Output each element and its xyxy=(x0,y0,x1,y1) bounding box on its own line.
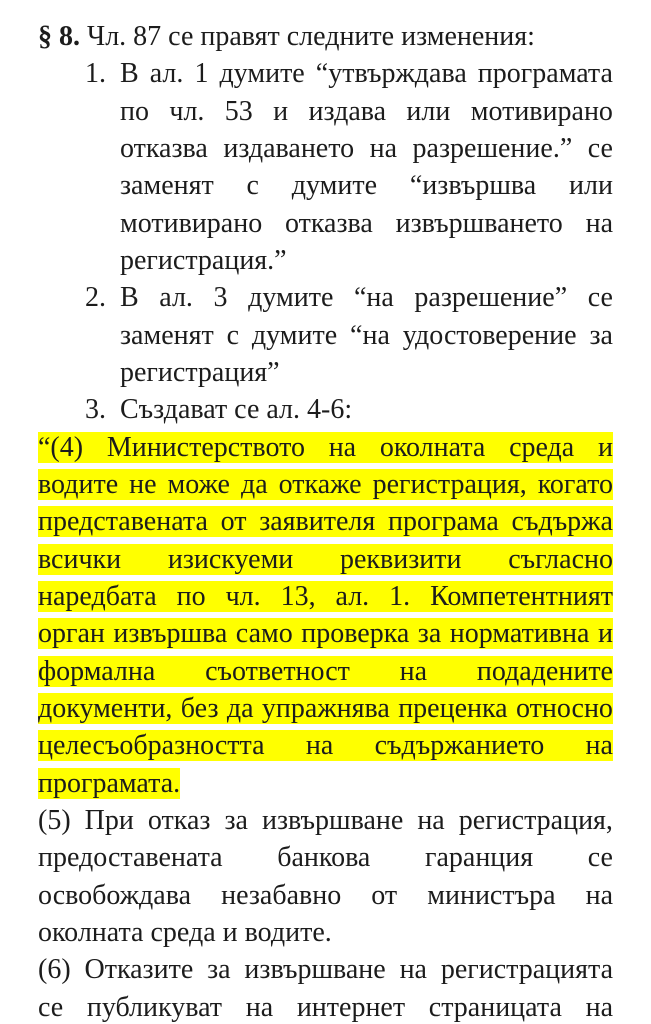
word: отказва xyxy=(284,207,373,239)
amendment-item xyxy=(38,55,613,279)
word: документи, xyxy=(38,692,173,724)
text-line xyxy=(38,615,613,652)
word: министъра xyxy=(427,879,556,911)
word: на xyxy=(399,655,428,687)
text-line xyxy=(38,503,613,540)
word: за xyxy=(224,804,248,836)
word: на xyxy=(585,991,613,1023)
word: програмата xyxy=(477,58,613,90)
amendment-item-number: 2. xyxy=(85,282,106,314)
amendment-item xyxy=(38,391,613,428)
text-line: околната среда и водите. xyxy=(38,916,332,948)
word: когато xyxy=(537,468,613,500)
word: се xyxy=(587,132,613,164)
text-line xyxy=(38,989,613,1024)
word: разрешение.” xyxy=(412,132,573,164)
word: за xyxy=(589,319,613,351)
highlighted-text: програмата. xyxy=(38,767,181,799)
word: преценка xyxy=(398,692,508,724)
text-line xyxy=(38,765,613,802)
word: и xyxy=(273,95,289,127)
text-line xyxy=(38,653,613,690)
paragraph-alinea-5 xyxy=(38,802,613,951)
word: (6) xyxy=(38,954,71,986)
text-line xyxy=(38,802,613,839)
word: Отказите xyxy=(84,954,194,986)
amendment-list xyxy=(38,55,613,428)
word: предоставената xyxy=(38,842,223,874)
text-line xyxy=(38,541,613,578)
word: освобождава xyxy=(38,879,192,911)
word: представената xyxy=(38,506,208,538)
text-line xyxy=(38,466,613,503)
section-heading-text: Чл. 87 се правят следните изменения: xyxy=(87,21,535,52)
word: гаранция xyxy=(424,842,534,874)
word: може xyxy=(167,468,230,500)
word: думите xyxy=(251,319,338,351)
word: с xyxy=(246,170,259,202)
word: на xyxy=(399,954,427,986)
word: съдържанието xyxy=(374,730,545,762)
word: 1 xyxy=(194,58,209,90)
word: В xyxy=(120,58,139,90)
word: издаването xyxy=(223,132,355,164)
word: заявителя xyxy=(259,506,376,538)
word: Министерството xyxy=(106,431,305,463)
word: целесъобразността xyxy=(38,730,265,762)
word: съответност xyxy=(205,655,350,687)
word: заменят xyxy=(120,170,214,202)
word: извършва xyxy=(113,618,228,650)
text-line xyxy=(120,55,613,92)
word: с xyxy=(226,319,240,351)
word: 3 xyxy=(213,282,228,314)
word: упражнява xyxy=(261,692,390,724)
word: извършване xyxy=(244,954,386,986)
word: разрешение” xyxy=(414,282,568,314)
paragraph-alinea-6 xyxy=(38,951,613,1024)
word: При xyxy=(84,804,134,836)
word: извършване xyxy=(261,804,404,836)
paragraph-container xyxy=(38,429,613,1024)
word: регистрация, xyxy=(458,804,613,836)
word: 13, xyxy=(280,580,316,612)
word: програма xyxy=(387,506,499,538)
word: за xyxy=(207,954,231,986)
text-line xyxy=(120,93,613,130)
word: “(4) xyxy=(38,431,84,463)
word: “на xyxy=(353,282,394,314)
paragraph-alinea-4 xyxy=(38,429,613,802)
text-line: регистрация.” xyxy=(120,244,287,276)
text-line xyxy=(38,877,613,914)
text-line xyxy=(120,130,613,167)
word: водите xyxy=(38,468,119,500)
word: на xyxy=(585,879,613,911)
text-line xyxy=(120,279,613,316)
word: по xyxy=(176,580,206,612)
word: удостоверение xyxy=(402,319,577,351)
word: съгласно xyxy=(508,543,613,575)
word: отказ xyxy=(147,804,211,836)
word: 1. xyxy=(389,580,411,612)
word: незабавно xyxy=(221,879,342,911)
text-line: Създават се ал. 4-6: xyxy=(120,394,353,426)
word: 53 xyxy=(224,95,253,127)
word: формална xyxy=(38,655,156,687)
text-line: регистрация” xyxy=(120,356,280,388)
word: реквизити xyxy=(339,543,462,575)
word: ал. xyxy=(159,282,193,314)
word: без xyxy=(180,692,219,724)
word: среда xyxy=(509,431,575,463)
word: се xyxy=(587,842,613,874)
word: и xyxy=(597,618,613,650)
word: околната xyxy=(379,431,486,463)
word: думите xyxy=(219,58,305,90)
word: да xyxy=(240,468,268,500)
word: на xyxy=(328,431,357,463)
word: откаже xyxy=(278,468,362,500)
word: публикуват xyxy=(86,991,223,1023)
word: нормативна xyxy=(449,618,590,650)
amendment-item-number: 3. xyxy=(85,394,106,426)
word: (5) xyxy=(38,804,71,836)
word: мотивирано xyxy=(470,95,613,127)
section-number: § 8. xyxy=(38,21,80,52)
word: съдържа xyxy=(511,506,613,538)
text-line xyxy=(38,429,613,466)
word: за xyxy=(417,618,442,650)
word: само xyxy=(235,618,293,650)
word: интернет xyxy=(296,991,406,1023)
word: изискуеми xyxy=(167,543,294,575)
word: на xyxy=(305,730,334,762)
word: регистрация, xyxy=(372,468,527,500)
section-heading xyxy=(38,18,613,55)
word: “извършва xyxy=(409,170,537,202)
word: или xyxy=(406,95,451,127)
amendment-item xyxy=(38,279,613,391)
word: “на xyxy=(350,319,390,351)
word: орган xyxy=(38,618,105,650)
word: всички xyxy=(38,543,122,575)
word: на xyxy=(369,132,398,164)
word: или xyxy=(569,170,613,202)
text-line xyxy=(38,951,613,988)
word: подадените xyxy=(476,655,613,687)
word: Компетентният xyxy=(430,580,613,612)
word: ал. xyxy=(335,580,370,612)
text-line xyxy=(38,578,613,615)
text-line xyxy=(120,205,613,242)
word: ал. xyxy=(149,58,184,90)
word: да xyxy=(226,692,254,724)
text-line xyxy=(120,167,613,204)
word: на xyxy=(417,804,445,836)
word: издава xyxy=(308,95,387,127)
amendment-item-number: 1. xyxy=(85,58,106,90)
word: В xyxy=(120,282,139,314)
word: на xyxy=(585,207,613,239)
word: се xyxy=(587,282,613,314)
word: не xyxy=(129,468,157,500)
word: от xyxy=(220,506,247,538)
word: думите xyxy=(248,282,334,314)
word: думите xyxy=(291,170,378,202)
word: на xyxy=(245,991,274,1023)
word: страницата xyxy=(428,991,562,1023)
word: чл. xyxy=(169,95,205,127)
word: от xyxy=(371,879,398,911)
word: по xyxy=(120,95,149,127)
word: относно xyxy=(515,692,613,724)
word: мотивирано xyxy=(120,207,263,239)
word: регистрацията xyxy=(440,954,613,986)
text-line xyxy=(120,317,613,354)
text-line xyxy=(38,690,613,727)
word: заменят xyxy=(120,319,214,351)
word: наредбата xyxy=(38,580,157,612)
word: “утвърждава xyxy=(315,58,467,90)
word: проверка xyxy=(301,618,410,650)
text-line xyxy=(38,727,613,764)
text-line xyxy=(38,839,613,876)
word: отказва xyxy=(120,132,208,164)
word: чл. xyxy=(225,580,261,612)
word: се xyxy=(38,991,64,1023)
word: на xyxy=(585,730,613,762)
word: и xyxy=(597,431,613,463)
word: извършването xyxy=(395,207,563,239)
word: банкова xyxy=(277,842,371,874)
